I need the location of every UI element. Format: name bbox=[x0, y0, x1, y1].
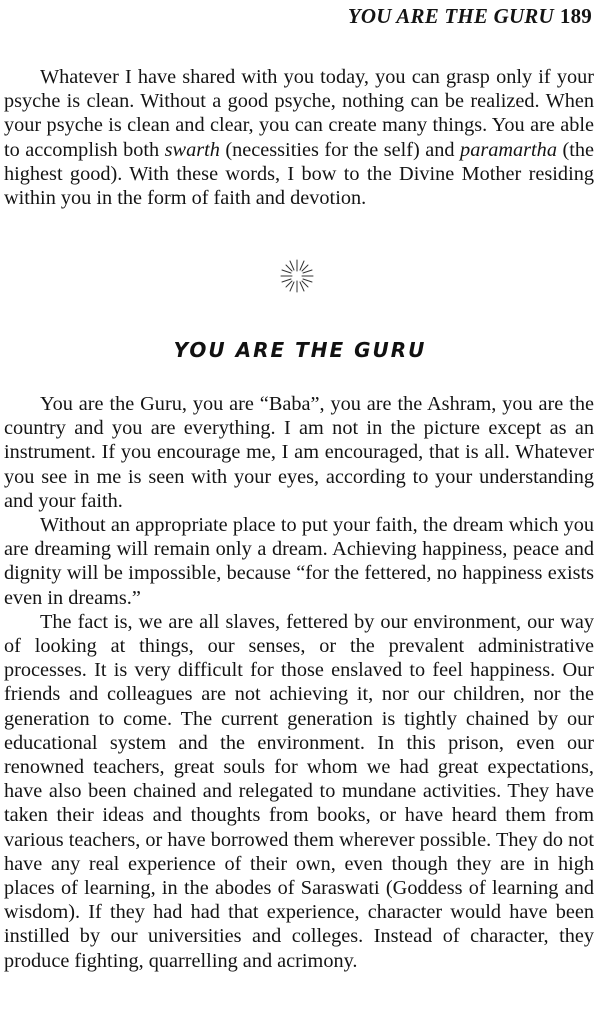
running-head bbox=[348, 4, 592, 29]
term-paramartha: paramartha bbox=[460, 138, 557, 161]
intro-text-2: (necessities for the self) and bbox=[219, 138, 461, 161]
section-title: YOU ARE THE GURU bbox=[173, 338, 427, 362]
starburst-ornament-icon bbox=[279, 258, 315, 294]
body-paragraph: Without an appropriate place to put your faith, the dream which you are dreaming will remain only a dream. Achieving happiness, peace and dignity will be impossible, because “for the fettered, no happiness exists even in dreams.” bbox=[4, 514, 594, 609]
body-paragraph: The fact is, we are all slaves, fettered by our environment, our way of looking at things, our senses, or the prevalent administrative processes. It is very difficult for those enslaved to feel happiness. Our friends and colleagues are not achieving it, nor our children, nor the generation to come. The current generation is tightly chained by our educational system and the environment. In this prison, even our renowned teachers, great souls for whom we had great expectations, have also been chained and relegated to mundane activities. They have taken their ideas and thoughts from books, or have heard them from various teachers, or have borrowed them wherever possible. They do not have any real experience of their own, even though they are in high places of learning, in the abodes of Saraswati (Goddess of learning and wisdom). If they had had that experience, character would have been instilled by our universities and colleges. Instead of character, they produce fighting, quarrelling and acrimony. bbox=[4, 610, 594, 972]
body-paragraph: You are the Guru, you are “Baba”, you are the Ashram, you are the country and you are everything. I am not in the picture except as an instrument. If you encourage me, I am encouraged, that is all. Whatever you see in me is seen with your eyes, according to your understanding and your faith. bbox=[4, 393, 594, 512]
section-body bbox=[4, 392, 594, 973]
page-number: 189 bbox=[559, 4, 592, 28]
running-head-title: YOU ARE THE GURU bbox=[347, 4, 554, 28]
term-swarth: swarth bbox=[164, 138, 220, 161]
intro-paragraph bbox=[4, 65, 594, 210]
intro-text-3: (the highest good). With these words, I bow to the Divine Mother residing within you in the form of faith and devotion. bbox=[4, 138, 594, 210]
intro-text-1: Whatever I have shared with you today, you can grasp only if your psyche is clean. Without a good psyche, nothing can be realized. When your psyche is clean and clear, you can create many things. You are able to accomplish both bbox=[4, 66, 594, 161]
